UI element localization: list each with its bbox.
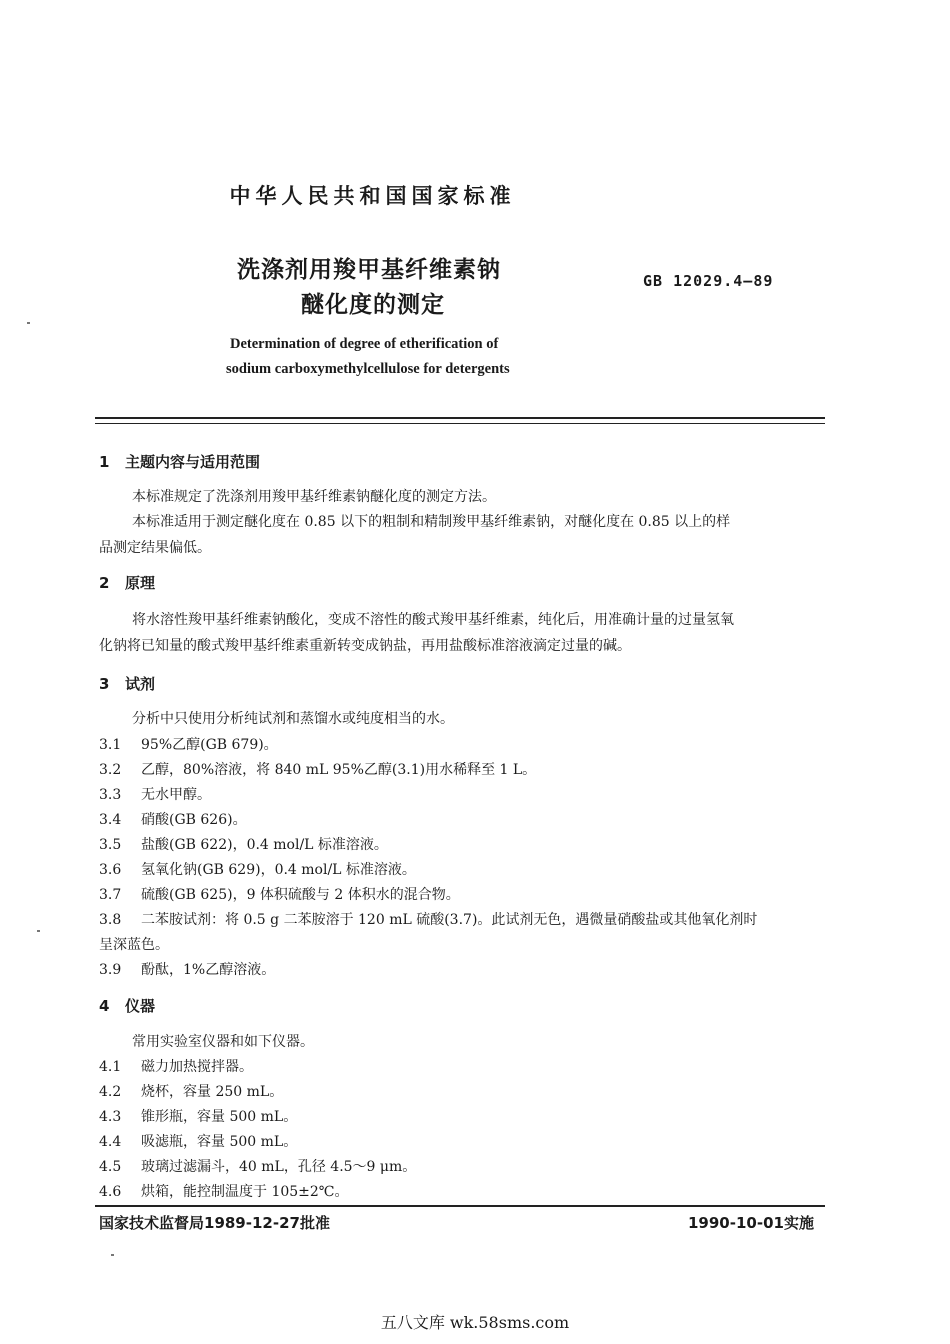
item-number: 3.8	[99, 912, 122, 928]
list-item	[99, 759, 536, 779]
section-2-paragraph: 将水溶性羧甲基纤维素钠酸化，变成不溶性的酸式羧甲基纤维素，纯化后，用准确计量的过量氢氧	[132, 612, 734, 628]
footer-rule	[95, 1205, 825, 1207]
scan-speck	[27, 322, 30, 324]
section-1-paragraph-2-cont: 品测定结果偏低。	[99, 540, 211, 556]
item-number: 3.9	[99, 962, 122, 978]
national-standard-heading: 中华人民共和国国家标准	[229, 184, 516, 208]
item-number: 4.4	[99, 1134, 122, 1150]
list-item	[99, 1131, 297, 1151]
item-number: 3.6	[99, 862, 122, 878]
section-title: 仪器	[125, 997, 156, 1015]
section-number: 2	[99, 574, 110, 592]
section-1-heading	[99, 451, 260, 472]
section-number: 3	[99, 675, 110, 693]
section-2-paragraph-cont: 化钠将已知量的酸式羧甲基纤维素重新转变成钠盐，再用盐酸标准溶液滴定过量的碱。	[99, 638, 631, 654]
item-text: 氢氧化钠(GB 629)，0.4 mol/L 标准溶液。	[141, 862, 416, 878]
title-cn-line-2: 醚化度的测定	[301, 292, 445, 318]
item-text: 硝酸(GB 626)。	[141, 812, 247, 828]
item-number: 4.1	[99, 1059, 122, 1075]
section-4-intro: 常用实验室仪器和如下仪器。	[132, 1034, 314, 1050]
item-text: 吸滤瓶，容量 500 mL。	[141, 1134, 298, 1150]
item-number: 3.4	[99, 812, 122, 828]
item-text: 磁力加热搅拌器。	[141, 1059, 253, 1075]
list-item	[99, 859, 416, 879]
item-text: 锥形瓶，容量 500 mL。	[141, 1109, 298, 1125]
implementation-line: 1990-10-01实施	[688, 1214, 814, 1232]
item-number: 4.5	[99, 1159, 122, 1175]
item-number: 3.5	[99, 837, 122, 853]
header-rule-bottom	[95, 423, 825, 424]
item-number: 3.1	[99, 737, 122, 753]
item-text: 95%乙醇(GB 679)。	[141, 737, 278, 753]
list-item	[99, 909, 757, 929]
list-item	[99, 959, 275, 979]
list-item	[99, 784, 211, 804]
section-title: 原理	[125, 574, 156, 592]
section-3-intro: 分析中只使用分析纯试剂和蒸馏水或纯度相当的水。	[132, 711, 454, 727]
item-text: 玻璃过滤漏斗，40 mL，孔径 4.5～9 μm。	[141, 1159, 417, 1175]
item-text: 烧杯，容量 250 mL。	[141, 1084, 284, 1100]
scan-speck	[37, 930, 40, 932]
item-text: 二苯胺试剂：将 0.5 g 二苯胺溶于 120 mL 硫酸(3.7)。此试剂无色，遇微量硝酸盐或其他氧化剂时	[141, 912, 758, 928]
list-item	[99, 1156, 416, 1176]
list-item	[99, 1056, 253, 1076]
list-item	[99, 884, 460, 904]
item-text: 烘箱，能控制温度于 105±2℃。	[141, 1184, 349, 1200]
item-number: 4.2	[99, 1084, 122, 1100]
list-item	[99, 734, 278, 754]
title-en-line-2: sodium carboxymethylcellulose for detergents	[226, 361, 510, 377]
item-number: 3.3	[99, 787, 122, 803]
title-cn-line-1: 洗涤剂用羧甲基纤维素钠	[237, 257, 501, 283]
section-1-paragraph-1: 本标准规定了洗涤剂用羧甲基纤维素钠醚化度的测定方法。	[132, 489, 496, 505]
item-text: 盐酸(GB 622)，0.4 mol/L 标准溶液。	[141, 837, 388, 853]
item-text: 酚酞，1%乙醇溶液。	[141, 962, 276, 978]
item-text: 乙醇，80%溶液，将 840 mL 95%乙醇(3.1)用水稀释至 1 L。	[141, 762, 537, 778]
standard-number: GB 12029.4—89	[643, 272, 774, 290]
list-item	[99, 1106, 297, 1126]
item-number: 4.3	[99, 1109, 122, 1125]
watermark: 五八文库 wk.58sms.com	[380, 1313, 570, 1332]
section-4-heading	[99, 995, 155, 1016]
item-text: 无水甲醇。	[141, 787, 211, 803]
section-number: 4	[99, 997, 110, 1015]
section-1-paragraph-2: 本标准适用于测定醚化度在 0.85 以下的粗制和精制羧甲基纤维素钠，对醚化度在 0.85 以上的样	[132, 514, 731, 530]
title-en-line-1: Determination of degree of etherification of	[230, 336, 499, 352]
scan-speck	[111, 1254, 114, 1256]
item-number: 3.7	[99, 887, 122, 903]
section-title: 试剂	[125, 675, 156, 693]
section-2-heading	[99, 572, 155, 593]
item-number: 4.6	[99, 1184, 122, 1200]
section-3-heading	[99, 673, 155, 694]
list-item	[99, 834, 388, 854]
header-rule-top	[95, 417, 825, 419]
section-title: 主题内容与适用范围	[125, 453, 261, 471]
approval-line: 国家技术监督局1989-12-27批准	[99, 1214, 330, 1232]
item-number: 3.2	[99, 762, 122, 778]
list-item	[99, 809, 247, 829]
item-text: 硫酸(GB 625)，9 体积硫酸与 2 体积水的混合物。	[141, 887, 460, 903]
list-item-cont: 呈深蓝色。	[99, 937, 169, 953]
list-item	[99, 1181, 348, 1201]
section-number: 1	[99, 453, 110, 471]
list-item	[99, 1081, 283, 1101]
